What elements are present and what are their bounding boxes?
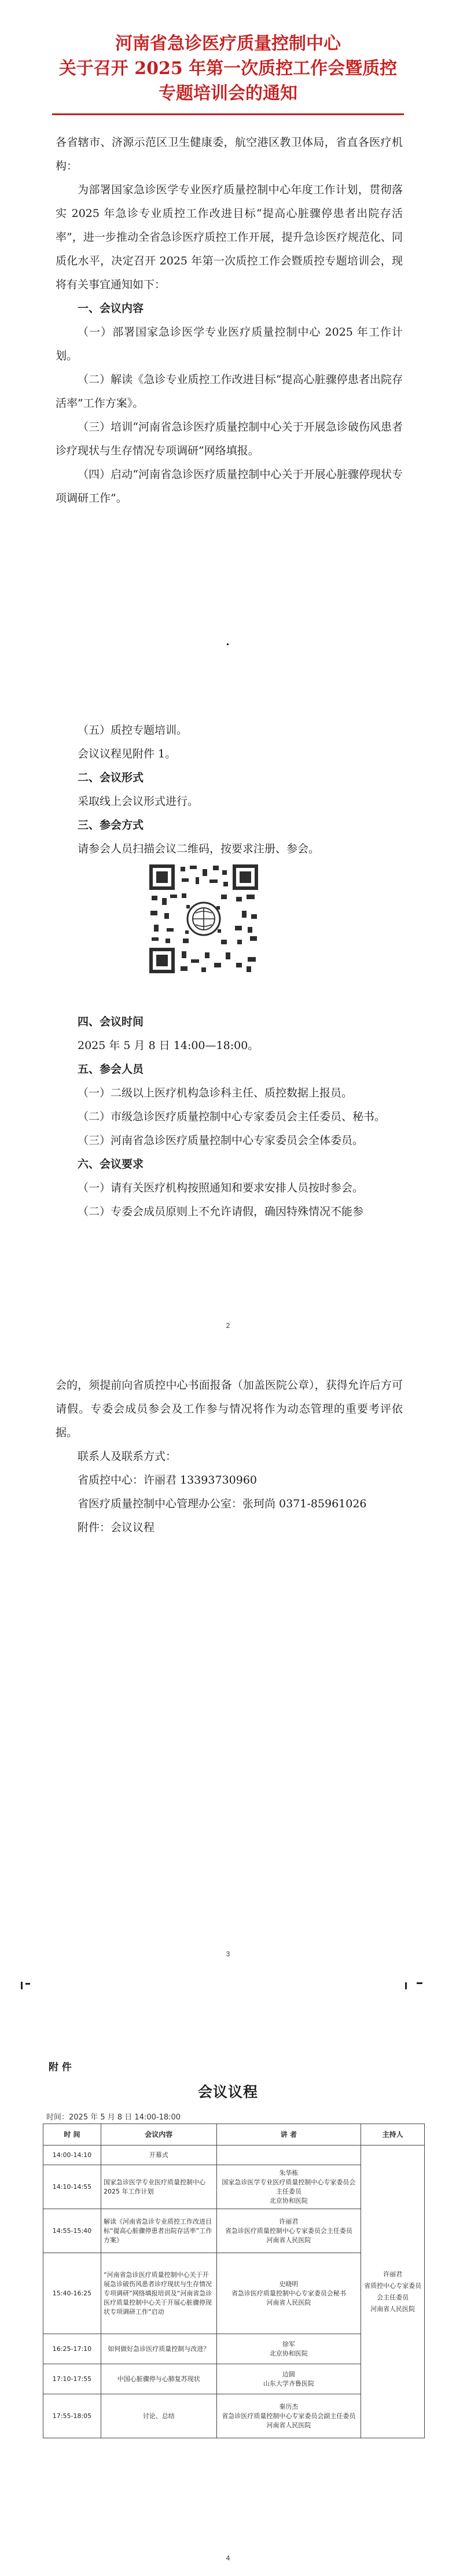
- contact-heading: 联系人及联系方式：: [78, 1450, 177, 1463]
- agenda-header-row: [43, 2124, 425, 2146]
- row-content: 讨论、总结: [101, 2394, 216, 2438]
- scan-dot: [227, 643, 229, 645]
- content-item-3: （三）培训“河南省急诊医疗质量控制中心关于开展急诊破伤风患者诊疗现状与生存情况专项调研”网络填报。: [56, 421, 403, 457]
- page-number: 3: [226, 1950, 230, 1958]
- section-2-heading: 二、会议形式: [78, 771, 144, 784]
- row-time: 15:40-16:25: [43, 2253, 101, 2334]
- row-speaker: 史晓明 省急诊医疗质量控制中心专家委员会秘书 河南省人民医院: [216, 2253, 361, 2334]
- contact-2: 省医疗质量控制中心管理办公室：张珂尚 0371-85961026: [78, 1497, 367, 1510]
- attachment-label: 附 件: [49, 2062, 72, 2073]
- row-speaker: 秦历杰 省急诊医疗质量控制中心专家委员会副主任委员 河南省人民医院: [216, 2394, 361, 2438]
- section-2-text: 采取线上会议形式进行。: [78, 795, 199, 808]
- page-2-body-bottom: [56, 1010, 403, 1224]
- content-item-5: （五）质控专题培训。: [78, 724, 188, 737]
- section-6-heading: 六、会议要求: [78, 1158, 144, 1171]
- page-2-body-top: [56, 719, 403, 861]
- attendee-item-3: （三）河南省急诊医疗质量控制中心专家委员会全体委员。: [78, 1134, 364, 1147]
- meeting-qr-code[interactable]: [149, 864, 258, 973]
- section-4-heading: 四、会议时间: [78, 1015, 144, 1028]
- page-1: [0, 0, 456, 678]
- row-time: 16:25-17:10: [43, 2334, 101, 2364]
- row-speaker: 边圆 山东大学齐鲁医院: [216, 2364, 361, 2394]
- row-time: 14:10-14:55: [43, 2165, 101, 2209]
- agenda-time: 时间：2025 年 5 月 8 日 14:00-18:00: [46, 2113, 181, 2122]
- row-time: 17:55-18:05: [43, 2394, 101, 2438]
- attachment-line: 附件：会议议程: [78, 1521, 155, 1534]
- section-3-heading: 三、参会方式: [78, 819, 144, 831]
- header-content: 会议内容: [101, 2124, 216, 2146]
- row-content: 国家急诊医学专业医疗质量控制中心 2025 年工作计划: [101, 2165, 216, 2209]
- scan-mark: [417, 1982, 422, 1984]
- header-time: 时 间: [43, 2124, 101, 2146]
- content-item-1: （一）部署国家急诊医学专业医疗质量控制中心 2025 年工作计划。: [56, 326, 403, 362]
- row-time: 17:10-17:55: [43, 2364, 101, 2394]
- requirement-item-1: （一）请有关医疗机构按照通知和要求安排人员按时参会。: [78, 1182, 364, 1194]
- document-title-line-3: 专题培训会的通知: [159, 83, 297, 104]
- agenda-title: 会议议程: [197, 2084, 258, 2100]
- requirement-item-2: （二）专委会成员原则上不允许请假，确因特殊情况不能参: [78, 1205, 364, 1218]
- page-3-body: [56, 1374, 403, 1540]
- document-title-line-1: 河南省急诊医疗质量控制中心: [115, 34, 341, 54]
- row-speaker: 徐军 北京协和医院: [216, 2334, 361, 2364]
- row-content: “河南省急诊医疗质量控制中心关于开展急诊破伤风患者诊疗现状与生存情况专项调研”网络填报培训及“河南省急诊医疗质量控制中心关于开展心脏骤停现状专项调研工作”启动: [101, 2253, 216, 2334]
- intro-paragraph: 为部署国家急诊医学专业医疗质量控制中心年度工作计划，贯彻落实 2025 年急诊专业质控工作改进目标“提高心脏骤停患者出院存活率”，进一步推动全省急诊医疗质控工作开展，提升急诊医疗规范化、同质化水平，决定召开 2025 年第一次质控工作会暨质控专题培训会，现将有关事宜通知如下：: [56, 183, 403, 291]
- section-5-heading: 五、参会人员: [78, 1063, 144, 1076]
- header-host: 主持人: [361, 2124, 425, 2146]
- agenda-table: [43, 2124, 425, 2438]
- scan-mark: [25, 1983, 30, 1985]
- contact-1: 省质控中心：许丽君 13393730960: [78, 1474, 258, 1486]
- row-content: 如何做好急诊医疗质量控制与改进？: [101, 2334, 216, 2364]
- row-speaker: [216, 2146, 361, 2165]
- attendee-item-2: （二）市级急诊医疗质量控制中心专家委员会主任委员、秘书。: [78, 1110, 386, 1123]
- row-content: 开幕式: [101, 2146, 216, 2165]
- agenda-note: 会议议程见附件 1。: [78, 748, 176, 760]
- section-3-text: 请参会人员扫描会议二维码，按要求注册、参会。: [78, 842, 320, 855]
- row-content: 解读《河南省急诊专业质控工作改进目标“提高心脏骤停患者出院存活率”工作方案》: [101, 2209, 216, 2253]
- page-number: 4: [226, 2554, 230, 2562]
- salutation: 各省辖市、济源示范区卫生健康委，航空港区教卫体局，省直各医疗机构：: [56, 136, 403, 172]
- scan-mark: [405, 1982, 407, 1989]
- row-speaker: 朱华栋 国家急诊医学专业医疗质量控制中心专家委员会主任委员 北京协和医院: [216, 2165, 361, 2209]
- row-time: 14:55-15:40: [43, 2209, 101, 2253]
- content-item-4: （四）启动“河南省急诊医疗质量控制中心关于开展心脏骤停现状专项调研工作”。: [56, 468, 403, 505]
- content-item-2: （二）解读《急诊专业质控工作改进目标“提高心脏骤停患者出院存活率”工作方案》。: [56, 373, 403, 410]
- row-speaker: 许丽君 省急诊医疗质量控制中心专家委员会主任委员 河南省人民医院: [216, 2209, 361, 2253]
- requirement-continuation: 会的，须提前向省质控中心书面报备（加盖医院公章），获得允许后方可请假。专委会成员参会及工作参与情况将作为动态管理的重要考评依据。: [56, 1379, 403, 1439]
- host-cell: 许丽君 省质控中心专家委员会主任委员 河南省人民医院: [361, 2146, 425, 2438]
- row-time: 14:00-14:10: [43, 2146, 101, 2165]
- page-2: [0, 678, 456, 1342]
- page-4: [0, 1995, 456, 2576]
- page-1-body: [56, 131, 403, 510]
- scan-mark: [21, 1982, 23, 1989]
- document-title-line-2: 关于召开 2025 年第一次质控工作会暨质控: [58, 58, 398, 79]
- red-divider-line: [52, 113, 404, 115]
- section-1-heading: 一、会议内容: [78, 302, 144, 315]
- row-content: 中国心脏骤停与心肺复苏现状: [101, 2364, 216, 2394]
- attendee-item-1: （一）二级以上医疗机构急诊科主任、质控数据上报员。: [78, 1087, 353, 1099]
- agenda-row: [43, 2146, 425, 2165]
- page-number: 2: [226, 1322, 230, 1330]
- section-4-text: 2025 年 5 月 8 日 14:00—18:00。: [78, 1039, 259, 1052]
- header-speaker: 讲 者: [216, 2124, 361, 2146]
- page-3: [0, 1342, 456, 1995]
